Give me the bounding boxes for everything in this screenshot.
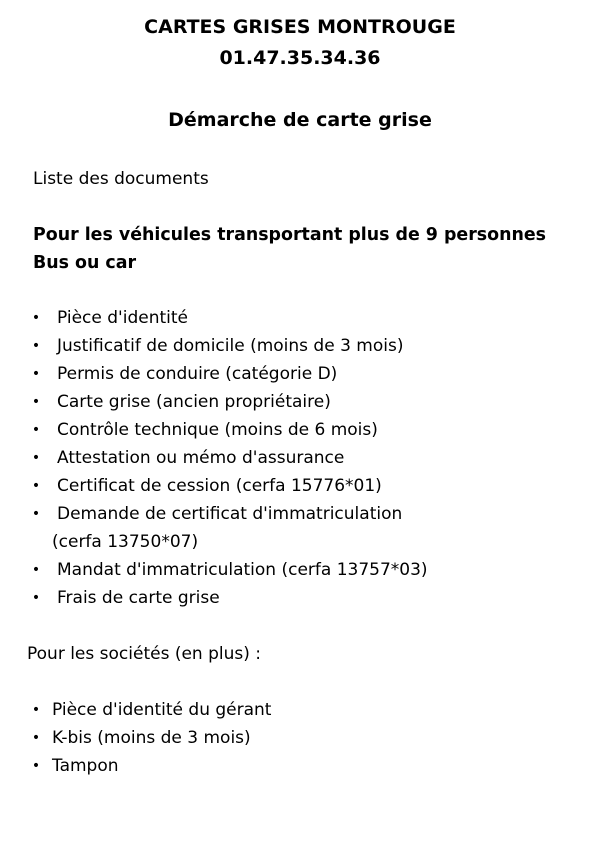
list-item-label: Carte grise (ancien propriétaire) [57,392,331,412]
bullet-icon: • [31,758,41,774]
list-item-label: Justificatif de domicile (moins de 3 mois) [57,336,404,356]
companies-documents-list [30,696,590,780]
list-item-label: Mandat d'immatriculation (cerfa 13757*03) [57,560,428,580]
list-item [30,556,590,584]
list-item-label: K-bis (moins de 3 mois) [52,728,251,748]
list-item-label: Demande de certificat d'immatriculation [57,504,403,524]
list-item-label: Certificat de cession (cerfa 15776*01) [57,476,382,496]
list-item [30,696,590,724]
list-item-label: Frais de carte grise [57,588,220,608]
list-item [30,444,590,472]
section-heading [33,221,593,277]
companies-heading: Pour les sociétés (en plus) : [27,644,262,664]
list-item [30,304,590,332]
phone-number: 01.47.35.34.36 [219,47,381,69]
bullet-icon: • [31,702,41,718]
bullet-icon: • [31,730,41,746]
bullet-icon: • [31,366,41,382]
bullet-icon: • [31,310,41,326]
list-item [30,584,590,612]
list-item-label: Pièce d'identité [57,308,188,328]
bullet-icon: • [31,478,41,494]
list-item [30,360,590,388]
bullet-icon: • [31,562,41,578]
bullet-icon: • [31,394,41,410]
list-item [30,332,590,360]
list-item-label: Contrôle technique (moins de 6 mois) [57,420,378,440]
bullet-icon: • [31,338,41,354]
list-item [30,388,590,416]
list-item-label: Tampon [52,756,119,776]
bullet-icon: • [31,450,41,466]
list-item [30,752,590,780]
list-item-label: Permis de conduire (catégorie D) [57,364,338,384]
list-item-label: Pièce d'identité du gérant [52,700,272,720]
list-item [30,472,590,500]
documents-intro: Liste des documents [33,169,209,189]
section-heading-line2: Bus ou car [33,253,137,273]
documents-list [30,304,590,612]
bullet-icon: • [31,422,41,438]
company-name: CARTES GRISES MONTROUGE [144,16,456,38]
bullet-icon: • [31,506,41,522]
section-heading-line1: Pour les véhicules transportant plus de 9 personnes [33,225,546,245]
list-item [30,416,590,444]
list-item [30,500,590,556]
bullet-icon: • [31,590,41,606]
page-subtitle: Démarche de carte grise [168,109,432,131]
list-item-label: Attestation ou mémo d'assurance [57,448,345,468]
list-item-continuation: (cerfa 13750*07) [52,532,199,552]
list-item [30,724,590,752]
